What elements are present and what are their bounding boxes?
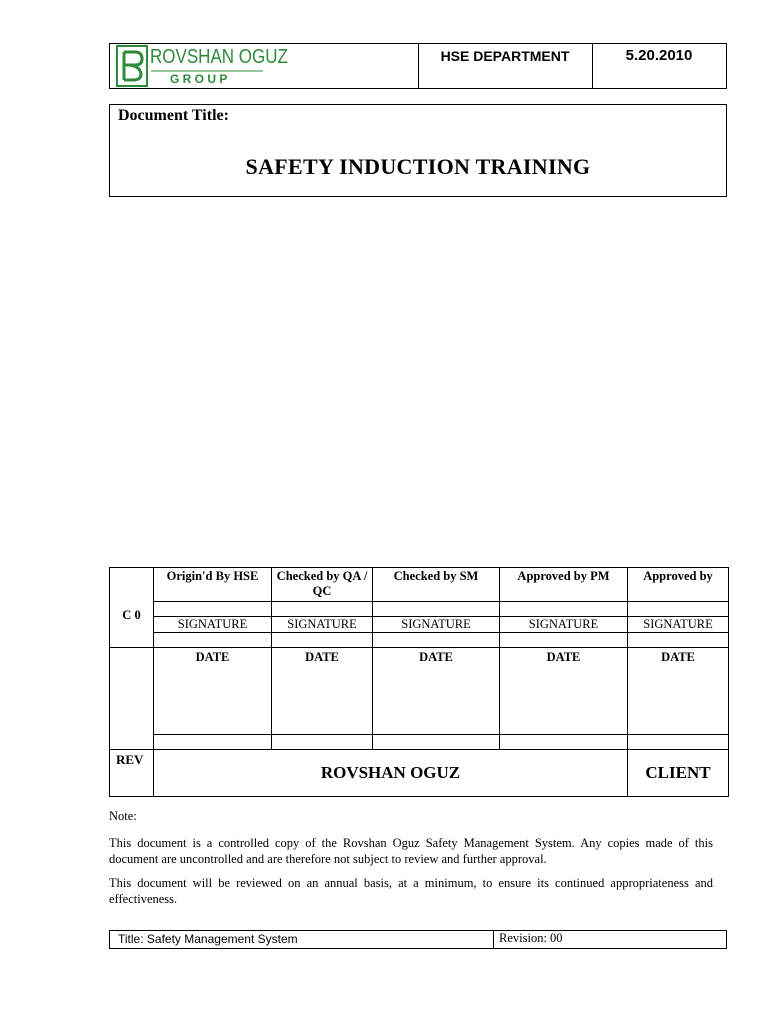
- empty-cell: [628, 633, 729, 648]
- date-label: DATE: [500, 648, 628, 735]
- logo-group: G R O U P: [170, 72, 228, 86]
- empty-cell: [272, 602, 373, 617]
- empty-cell: [373, 633, 500, 648]
- col-header: Checked by QA / QC: [272, 568, 373, 602]
- department-cell: HSE DEPARTMENT: [418, 43, 593, 89]
- signature-row: [110, 617, 729, 633]
- empty-cell: [272, 633, 373, 648]
- signature-label: SIGNATURE: [628, 617, 729, 633]
- empty-cell: [500, 633, 628, 648]
- document-title: SAFETY INDUCTION TRAINING: [245, 154, 591, 179]
- empty-cell: [373, 602, 500, 617]
- empty-cell: [500, 602, 628, 617]
- empty-cell: [154, 633, 272, 648]
- document-title-box: [109, 104, 727, 197]
- footer-revision: Revision: 00: [493, 930, 727, 949]
- row-label-c0: C 0: [110, 568, 154, 648]
- table-spacer-row: [110, 735, 729, 750]
- note-paragraph-2: This document will be reviewed on an annual basis, at a minimum, to ensure its continued appropriateness and effectiveness.: [109, 876, 713, 906]
- signature-label: SIGNATURE: [373, 617, 500, 633]
- rev-row: [110, 750, 729, 797]
- empty-cell: [110, 648, 154, 750]
- approval-table: [109, 567, 729, 797]
- empty-cell: [154, 735, 272, 750]
- rev-label: REV: [110, 750, 154, 797]
- date-label: DATE: [272, 648, 373, 735]
- date-label: DATE: [628, 648, 729, 735]
- date-cell: 5.20.2010: [592, 43, 727, 89]
- table-spacer-row: [110, 602, 729, 617]
- empty-cell: [628, 735, 729, 750]
- signature-label: SIGNATURE: [272, 617, 373, 633]
- signature-label: SIGNATURE: [154, 617, 272, 633]
- client-label: CLIENT: [628, 750, 729, 797]
- footer-title: Title: Safety Management System: [109, 930, 494, 949]
- note-paragraph-1: This document is a controlled copy of the Rovshan Oguz Safety Management System. Any copies made of this document are uncontrolled and are therefore not subject to review and further approval.: [109, 836, 713, 866]
- signature-label: SIGNATURE: [500, 617, 628, 633]
- document-title-label: Document Title:: [118, 107, 229, 124]
- empty-cell: [154, 602, 272, 617]
- note-heading: Note:: [109, 809, 137, 823]
- table-header-row: [110, 568, 729, 602]
- empty-cell: [373, 735, 500, 750]
- empty-cell: [500, 735, 628, 750]
- empty-cell: [272, 735, 373, 750]
- note-section: [109, 808, 713, 915]
- date-label: DATE: [373, 648, 500, 735]
- col-header: Approved by: [628, 568, 729, 602]
- date-row: [110, 648, 729, 735]
- col-header: Approved by PM: [500, 568, 628, 602]
- table-spacer-row: [110, 633, 729, 648]
- empty-cell: [628, 602, 729, 617]
- col-header: Origin'd By HSE: [154, 568, 272, 602]
- logo-cell: [109, 43, 419, 89]
- logo-name: ROVSHAN OGUZ: [150, 46, 288, 68]
- company-name: ROVSHAN OGUZ: [154, 750, 628, 797]
- col-header: Checked by SM: [373, 568, 500, 602]
- date-label: DATE: [154, 648, 272, 735]
